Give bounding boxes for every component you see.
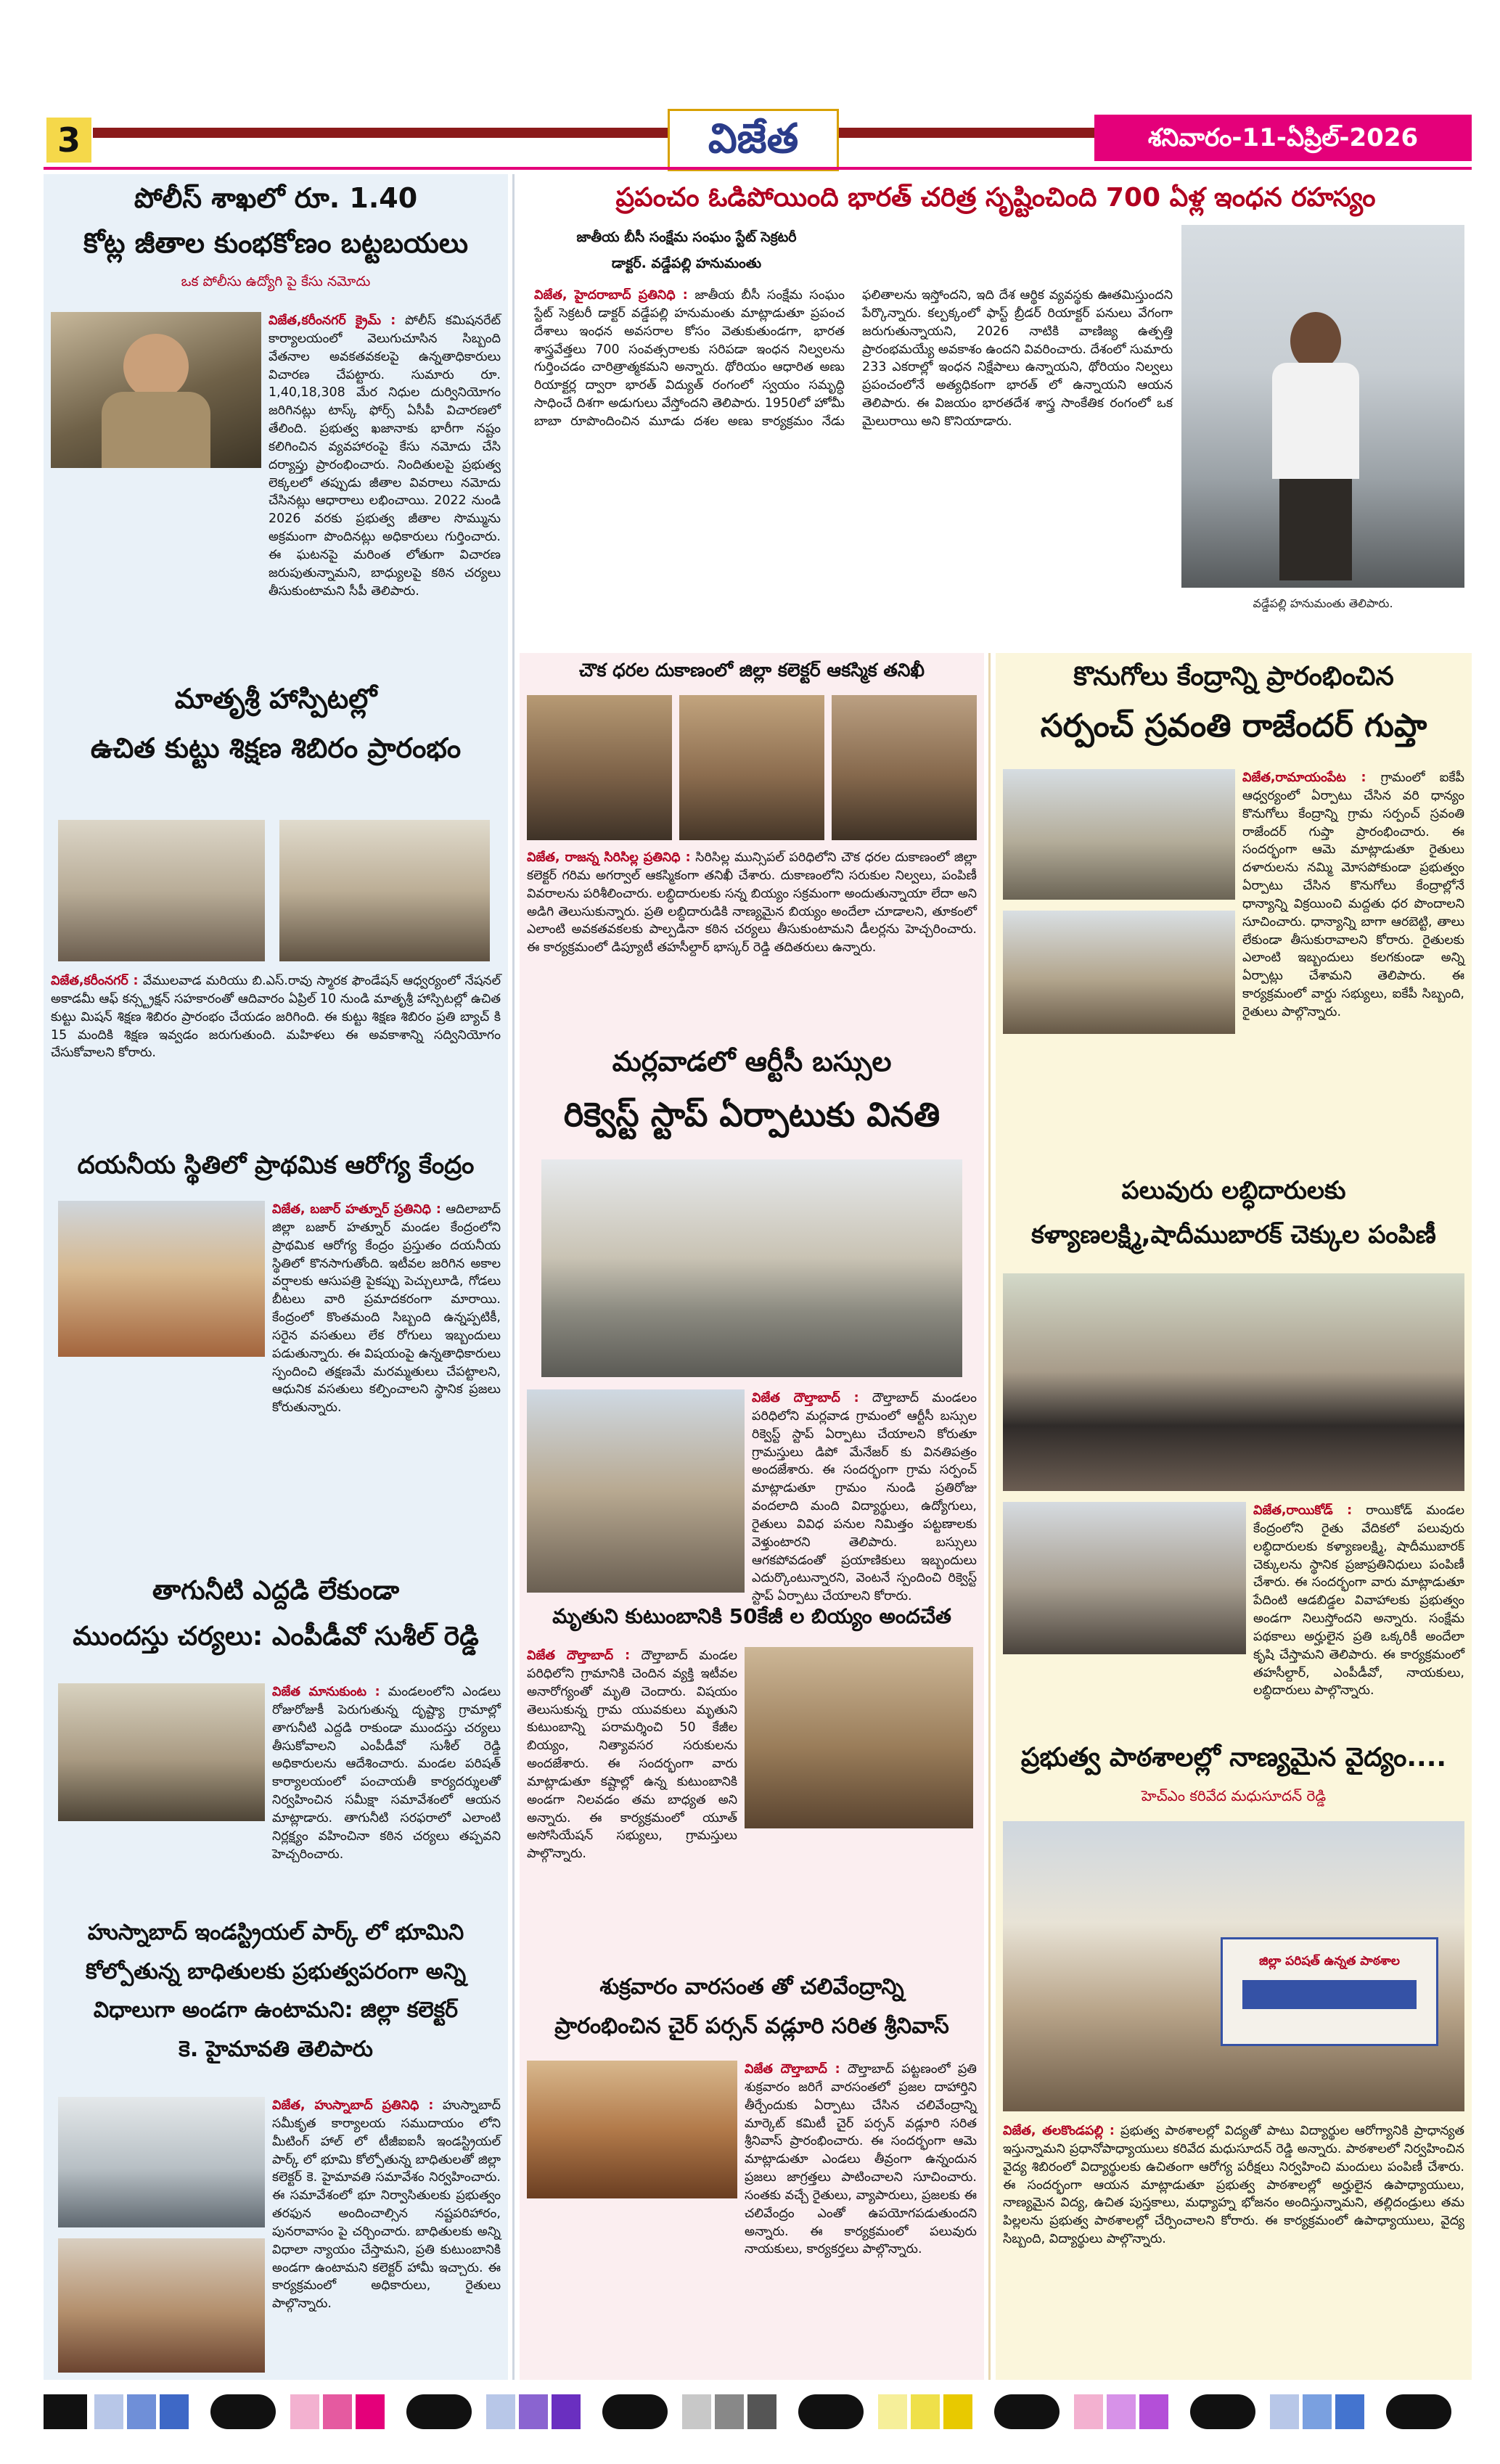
article-govt-schools [1003,1741,1464,2376]
article-photo [51,312,261,468]
left-column [44,174,508,2380]
article-ration-inspection [527,659,977,1036]
article-photo [527,1389,745,1593]
article-photo [1003,911,1235,1034]
headline: హుస్నాబాద్ ఇండస్ట్రియల్ పార్క్ లో భూమిని [87,1920,464,1945]
column-divider [988,653,991,2380]
article-matrusri [51,682,501,1139]
article-photo [527,695,672,840]
headline: ముందస్తు చర్యలు: ఎంపీడీవో సుశీల్ రెడ్డి [73,1622,479,1651]
article-body: వేములవాడ మరియు బి.ఎస్.రావు స్మారక ఫౌండేషన్ ఆధ్వర్యంలో నేషనల్ అకాడమీ ఆఫ్ కన్స్ట్రక్షన్ సహకారంతో ఆదివారం ఏప్రిల్ 10 నుండి మాతృశ్రీ హాస్పిటల్లో ఉచిత కుట్టు మిషన్ శిక్షణ శిబిరం ప్రారంభం చేయడం జరిగింది. ఈ కుట్టు శిక్షణ శిబిరం ప్రతి బ్యాచ్ కి 15 మందికి శిక్షణ ఇవ్వడం జరుగుతుంది. మహిళలు ఈ అవకాశాన్ని సద్వినియోగం చేసుకోవాలని కోరారు. [51,974,501,1061]
byline: విజేత, హైదరాబాద్ ప్రతినిధి : [534,288,688,303]
byline: విజేత, రాజన్న సిరిసిల్ల ప్రతినిధి : [527,850,691,865]
byline: విజేత దౌల్తాబాద్ : [527,1648,631,1663]
subheadline: డాక్టర్. వడ్డేపల్లి హనుమంతు [611,255,762,271]
article-body: జాతీయ బీసీ సంక్షేమ సంఘం స్టేట్ సెక్రటరీ డాక్టర్ వడ్డేపల్లి హనుమంతు మాట్లాడుతూ ప్రపంచ దేశాలు ఇంధన అవసరాల కోసం వెతుకుతుండగా, భారత శాస్త్రవేత్తలు 700 సంవత్సరాలకు సరిపడా ఇంధన నిల్వలను గుర్తించడం చారిత్రాత్మకమని అన్నారు. థోరియం ఆధారిత అణు రియాక్టర్ల ద్వారా భారత్ విద్యుత్ రంగంలో స్వయం సమృద్ధి సాధించే దిశగా అడుగులు వేస్తోందని తెలిపారు. 1950లో హోమీ బాబా రూపొందించిన మూడు దశల అణు కార్యక్రమం నేడు ఫలితాలను ఇస్తోందని, ఇది దేశ ఆర్థిక వ్యవస్థకు ఊతమిస్తుందని పేర్కొన్నారు. కల్పక్కంలో ఫాస్ట్ బ్రీడర్ రియాక్టర్ పనులు వేగంగా జరుగుతున్నాయని, 2026 నాటికి వాణిజ్య ఉత్పత్తి ప్రారంభమయ్యే అవకాశం ఉందని వివరించారు. దేశంలో సుమారు 233 ఎకరాల్లో ఇంధన నిక్షేపాలు ఉన్నాయని, థోరియం నిల్వలు ప్రపంచంలోనే అత్యధికంగా భారత్ లో ఉన్నాయని ఆయన తెలిపారు. ఈ విజయం భారతదేశ శాస్త్ర సాంకేతిక రంగంలో ఒక మైలురాయి అని కొనియాడారు. [534,288,1173,429]
byline: విజేత,రామాయంపేట : [1242,771,1366,785]
article-friday-market [527,1974,977,2376]
subheadline: జాతీయ బీసీ సంక్షేమ సంఘం స్టేట్ సెక్రటరీ [576,229,797,245]
byline: విజేత, తలకొండపల్లి : [1003,2124,1115,2138]
headline: రిక్వెస్ట్ స్టాప్ ఏర్పాటుకు వినతి [563,1094,940,1134]
newspaper-logo: విజేత [668,109,839,171]
article-photo [1003,1821,1464,2111]
article-body: పోలీస్ కమిషనరేట్ కార్యాలయంలో వెలుగుచూసిన సిబ్బంది వేతనాల అవకతవకలపై ఉన్నతాధికారులు విచారణ చేపట్టారు. సుమారు రూ. 1,40,18,308 మేర నిధుల దుర్వినియోగం జరిగినట్లు టాస్క్ ఫోర్స్ ఏసీపీ విచారణలో తేలింది. ప్రభుత్వ ఖజానాకు భారీగా నష్టం కలిగించిన వ్యవహారంపై కేసు నమోదు చేసి దర్యాప్తు ప్రారంభించారు. నిందితులపై ప్రభుత్వ లెక్కలలో తప్పుడు జీతాల వివరాలు నమోదు చేసినట్లు ఆధారాలు లభించాయి. 2022 నుండి 2026 వరకు ప్రభుత్వ జీతాల సొమ్మును అక్రమంగా పొందినట్లు అధికారులు గుర్తించారు. ఈ ఘటనపై మరింత లోతుగా విచారణ జరుపుతున్నామని, బాధ్యులపై కఠిన చర్యలు తీసుకుంటామని సీపీ తెలిపారు. [269,313,501,599]
right-column [996,653,1472,2380]
article-photo [1003,1502,1246,1654]
byline: విజేత,రాయికోడ్ : [1253,1503,1353,1518]
article-photo [58,820,265,961]
article-photo [832,695,977,840]
headline: ప్రారంభించిన చైర్ పర్సన్ వడ్లూరి సరిత శ్రీనివాస్ [554,2013,949,2039]
subheadline: ఒక పోలీసు ఉద్యోగి పై కేసు నమోదు [181,274,371,289]
article-body: హుస్నాబాద్ సమీకృత కార్యాలయ సముదాయం లోని మీటింగ్ హాల్ లో టీజీఐఐసీ ఇండస్ట్రియల్ పార్క్ లో భూమి కోల్పోతున్న బాధితులతో జిల్లా కలెక్టర్ కె. హైమావతి సమావేశం నిర్వహించారు. ఈ సమావేశంలో భూ నిర్వాసితులకు ప్రభుత్వం తరఫున అందించాల్సిన నష్టపరిహారం, పునరావాసం పై చర్చించారు. బాధితులకు అన్ని విధాలా న్యాయం చేస్తామని, ప్రతి కుటుంబానికి అండగా ఉంటామని కలెక్టర్ హామీ ఇచ్చారు. ఈ కార్యక్రమంలో అధికారులు, రైతులు పాల్గొన్నారు. [272,2098,501,2312]
article-body: దౌల్తాబాద్ మండలం పరిధిలోని మర్లవాడ గ్రామంలో ఆర్టీసీ బస్సుల రిక్వెస్ట్ స్టాప్ ఏర్పాటు చేయాలని కోరుతూ గ్రామస్తులు డిపో మేనేజర్ కు వినతిపత్రం అందజేశారు. ఈ సందర్భంగా గ్రామ సర్పంచ్ మాట్లాడుతూ గ్రామం నుండి ప్రతిరోజు వందలాది మంది విద్యార్థులు, ఉద్యోగులు, రైతులు వివిధ పనుల నిమిత్తం పట్టణాలకు వెళ్తుంటారని తెలిపారు. బస్సులు ఆగకపోవడంతో ప్రయాణికులు ఇబ్బందులు ఎదుర్కొంటున్నారని, వెంటనే స్పందించి రిక్వెస్ట్ స్టాప్ ఏర్పాటు చేయాలని కోరారు. [752,1391,977,1604]
article-photo [1003,769,1235,900]
article-rtc-bus [527,1045,977,1604]
photo-caption: వడ్డేపల్లి హనుమంతు తెలిపారు. [1253,596,1393,610]
banner-text: జిల్లా పరిషత్ ఉన్నత పాఠశాల [1259,1954,1400,1968]
article-body: మండలంలోని ఎండలు రోజురోజుకీ పెరుగుతున్న దృష్ట్యా గ్రామాల్లో తాగునీటి ఎద్దడి రాకుండా ముందస్తు చర్యలు తీసుకోవాలని ఎంపీడీవో సుశీల్ రెడ్డి అధికారులను ఆదేశించారు. మండల పరిషత్ కార్యాలయంలో పంచాయతీ కార్యదర్శులతో నిర్వహించిన సమీక్షా సమావేశంలో ఆయన మాట్లాడారు. తాగునీటి సరఫరాలో ఎలాంటి నిర్లక్ష్యం వహించినా కఠిన చర్యలు తప్పవని హెచ్చరించారు. [272,1685,501,1862]
byline: విజేత దౌల్తాబాద్ : [745,2062,840,2077]
headline: విధాలుగా అండగా ఉంటామని: జిల్లా కలెక్టర్ [93,1997,459,2023]
headline: కళ్యాణలక్ష్మి,షాదీముబారక్ చెక్కుల పంపిణీ [1031,1220,1436,1249]
article-photo [279,820,490,961]
page-number: 3 [46,118,91,163]
article-photo [527,2061,737,2198]
headline: మృతుని కుటుంబానికి 50కేజీ ల బియ్యం అందచేత [552,1604,951,1628]
headline: దయనీయ స్థితిలో ప్రాథమిక ఆరోగ్య కేంద్రం [77,1151,475,1180]
article-body: గ్రామంలో ఐకేపీ ఆధ్వర్యంలో ఏర్పాటు చేసిన వరి ధాన్యం కొనుగోలు కేంద్రాన్ని గ్రామ సర్పంచ్ స్రవంతి రాజేందర్ గుప్తా ప్రారంభించారు. ఈ సందర్భంగా ఆమె మాట్లాడుతూ రైతులు దళారులను నమ్మి మోసపోకుండా ప్రభుత్వం ఏర్పాటు చేసిన కొనుగోలు కేంద్రాల్లోనే ధాన్యాన్ని విక్రయించి మద్దతు ధర పొందాలని సూచించారు. ధాన్యాన్ని బాగా ఆరబెట్టి, తాలు లేకుండా తీసుకురావాలని కోరారు. రైతులకు ఎలాంటి ఇబ్బందులు కలగకుండా అన్ని ఏర్పాట్లు చేశామని తెలిపారు. ఈ కార్యక్రమంలో వార్డు సభ్యులు, ఐకేపీ సిబ్బంది, రైతులు పాల్గొన్నారు. [1242,771,1464,1019]
article-kalyana-lakshmi [1003,1175,1464,1734]
headline: పలువురు లబ్ధిదారులకు [1121,1176,1346,1205]
headline: ప్రపంచం ఓడిపోయింది భారత్ చరిత్ర సృష్టించింది 700 ఏళ్ల ఇంధన రహస్యం [615,183,1376,213]
article-health-center [51,1150,501,1564]
headline: శుక్రవారం వారసంత తో చలివేంద్రాన్ని [599,1974,904,2000]
headline: కోట్ల జీతాల కుంభకోణం బట్టబయలు [83,226,469,259]
article-photo [58,2097,265,2227]
article-rice-donation [527,1603,977,1966]
article-fuel-secret [520,174,1472,646]
header-rule [44,167,1472,170]
headline: ఉచిత కుట్టు శిక్షణ శిబిరం ప్రారంభం [90,731,462,764]
headline: కోల్పోతున్న బాధితులకు ప్రభుత్వపరంగా అన్ని [86,1958,466,1984]
headline: సర్పంచ్ స్రవంతి రాజేందర్ గుప్తా [1040,707,1427,744]
article-body: దౌల్తాబాద్ మండల పరిధిలోని గ్రామానికి చెందిన వ్యక్తి ఇటీవల అనారోగ్యంతో మృతి చెందారు. విషయం తెలుసుకున్న గ్రామ యువకులు మృతుని కుటుంబాన్ని పరామర్శించి 50 కేజీల బియ్యం, నిత్యావసర సరుకులను అందజేశారు. ఈ సందర్భంగా వారు మాట్లాడుతూ కష్టాల్లో ఉన్న కుటుంబానికి అండగా నిలవడం తమ బాధ్యత అని అన్నారు. ఈ కార్యక్రమంలో యూత్ అసోసియేషన్ సభ్యులు, గ్రామస్తులు పాల్గొన్నారు. [527,1648,737,1862]
byline: విజేత,కరీంనగర్ : [51,974,139,988]
headline: మాతృశ్రీ హాస్పిటల్లో [174,683,377,715]
article-body: రాయికోడ్ మండల కేంద్రంలోని రైతు వేదికలో పలువురు లబ్ధిదారులకు కళ్యాణలక్ష్మి, షాదీముబారక్ చెక్కులను స్థానిక ప్రజాప్రతినిధులు పంపిణీ చేశారు. ఈ సందర్భంగా వారు మాట్లాడుతూ పేదింటి ఆడబిడ్డల వివాహాలకు ప్రభుత్వం అండగా నిలుస్తోందని అన్నారు. సంక్షేమ పథకాలు అర్హులైన ప్రతి ఒక్కరికీ అందేలా కృషి చేస్తామని తెలిపారు. ఈ కార్యక్రమంలో తహసీల్దార్, ఎంపీడీవో, నాయకులు, లబ్ధిదారులు పాల్గొన్నారు. [1253,1503,1464,1699]
headline: కొనుగోలు కేంద్రాన్ని ప్రారంభించిన [1073,662,1394,691]
article-photo [541,1159,962,1377]
article-photo [1181,225,1464,588]
article-body: ఆదిలాబాద్ జిల్లా బజార్ హత్నూర్ మండల కేంద్రంలోని ప్రాథమిక ఆరోగ్య కేంద్రం ప్రస్తుతం దయనీయ స్థితిలో కొనసాగుతోంది. ఇటీవల జరిగిన అకాల వర్షాలకు ఆసుపత్రి పైకప్పు పెచ్చులూడి, గోడలు బీటలు వారి ప్రమాదకరంగా మారాయి. కేంద్రంలో కొంతమంది సిబ్బంది ఉన్నప్పటికీ, సరైన వసతులు లేక రోగులు ఇబ్బందులు పడుతున్నారు. ఈ విషయంపై ఉన్నతాధికారులు స్పందించి తక్షణమే మరమ్మతులు చేపట్టాలని, ఆధునిక వసతులు కల్పించాలని స్థానిక ప్రజలు కోరుతున్నారు. [272,1202,501,1416]
column-divider [512,174,515,2380]
article-body: సిరిసిల్ల మున్సిపల్ పరిధిలోని చౌక ధరల దుకాణంలో జిల్లా కలెక్టర్ గరిమ అగర్వాల్ ఆకస్మికంగా తనిఖీ చేశారు. దుకాణంలోని సరుకుల నిల్వలు, పంపిణీ వివరాలను పరిశీలించారు. లబ్ధిదారులకు సన్న బియ్యం సక్రమంగా అందుతున్నాయా లేదా అని అడిగి తెలుసుకున్నారు. ప్రతి లబ్ధిదారుడికి నాణ్యమైన బియ్యం అందేలా చూడాలని, తూకంలో ఎలాంటి అవకతవకలకు పాల్పడినా కఠిన చర్యలు తీసుకుంటామని డీలర్లను హెచ్చరించారు. ఈ కార్యక్రమంలో డిప్యూటీ తహసీల్దార్ భాస్కర్ రెడ్డి తదితరులు ఉన్నారు. [527,850,977,956]
byline: విజేత మానుకుంట : [272,1685,380,1699]
article-police-scam [51,181,501,671]
article-photo [745,1647,973,1828]
school-banner [1221,1937,1438,2046]
byline: విజేత దౌల్తాబాద్ : [752,1391,859,1405]
article-photo [58,2238,265,2373]
headline: ప్రభుత్వ పాఠశాలల్లో నాణ్యమైన వైద్యం.... [1020,1743,1447,1773]
byline: విజేత,కరీంనగర్ క్రైమ్ : [269,313,396,328]
byline: విజేత, హుస్నాబాద్ ప్రతినిధి : [272,2098,434,2113]
article-drinking-water [51,1574,501,1908]
headline: చౌక ధరల దుకాణంలో జిల్లా కలెక్టర్ ఆకస్మిక తనిఖీ [578,660,925,681]
print-registration-strip [44,2394,1472,2429]
article-purchase-center [1003,660,1464,1168]
center-column [520,653,984,2380]
article-photo [58,1683,265,1821]
article-industrial-park [51,1919,501,2376]
article-photo [58,1201,265,1357]
edition-date: శనివారం-11-ఏప్రిల్-2026 [1094,115,1472,161]
subheadline: హెచ్ఎం కరివేద మధుసూదన్ రెడ్డి [1141,1787,1327,1804]
article-body: ప్రభుత్వ పాఠశాలల్లో విద్యతో పాటు విద్యార్థుల ఆరోగ్యానికి ప్రాధాన్యత ఇస్తున్నామని ప్రధానోపాధ్యాయులు కరివేద మధుసూదన్ రెడ్డి అన్నారు. పాఠశాలలో నిర్వహించిన వైద్య శిబిరంలో విద్యార్థులకు ఉచితంగా ఆరోగ్య పరీక్షలు నిర్వహించి మందులు పంపిణీ చేశారు. ఈ సందర్భంగా ఆయన మాట్లాడుతూ ప్రభుత్వ పాఠశాలల్లో అర్హులైన ఉపాధ్యాయులు, నాణ్యమైన విద్య, ఉచిత పుస్తకాలు, మధ్యాహ్న భోజనం అందిస్తున్నామని, తల్లిదండ్రులు తమ పిల్లలను ప్రభుత్వ పాఠశాలల్లో చేర్పించాలని కోరారు. ఈ కార్యక్రమంలో ఉపాధ్యాయులు, వైద్య సిబ్బంది, విద్యార్థులు పాల్గొన్నారు. [1003,2124,1464,2247]
article-photo [679,695,824,840]
article-photo [1003,1273,1464,1491]
byline: విజేత, బజార్ హత్నూర్ ప్రతినిధి : [272,1202,441,1217]
article-body: దౌల్తాబాద్ పట్టణంలో ప్రతి శుక్రవారం జరిగే వారసంతలో ప్రజల దాహార్తిని తీర్చేందుకు ఏర్పాటు చేసిన చలివేంద్రాన్ని మార్కెట్ కమిటీ చైర్ పర్సన్ వడ్లూరి సరిత శ్రీనివాస్ ప్రారంభించారు. ఈ సందర్భంగా ఆమె మాట్లాడుతూ ఎండలు తీవ్రంగా ఉన్నందున ప్రజలు జాగ్రత్తలు పాటించాలని సూచించారు. సంతకు వచ్చే రైతులు, వ్యాపారులు, ప్రజలకు ఈ చలివేంద్రం ఎంతో ఉపయోగపడుతుందని అన్నారు. ఈ కార్యక్రమంలో పలువురు నాయకులు, కార్యకర్తలు పాల్గొన్నారు. [745,2062,977,2257]
headline: తాగునీటి ఎద్దడి లేకుండా [152,1576,400,1606]
headline: పోలీస్ శాఖలో రూ. 1.40 [134,182,418,214]
headline: కె. హైమావతి తెలిపారు [179,2036,373,2062]
page-header [0,0,1500,167]
masthead-bar [93,128,1094,138]
headline: మర్లవాడలో ఆర్టీసీ బస్సుల [612,1046,892,1077]
